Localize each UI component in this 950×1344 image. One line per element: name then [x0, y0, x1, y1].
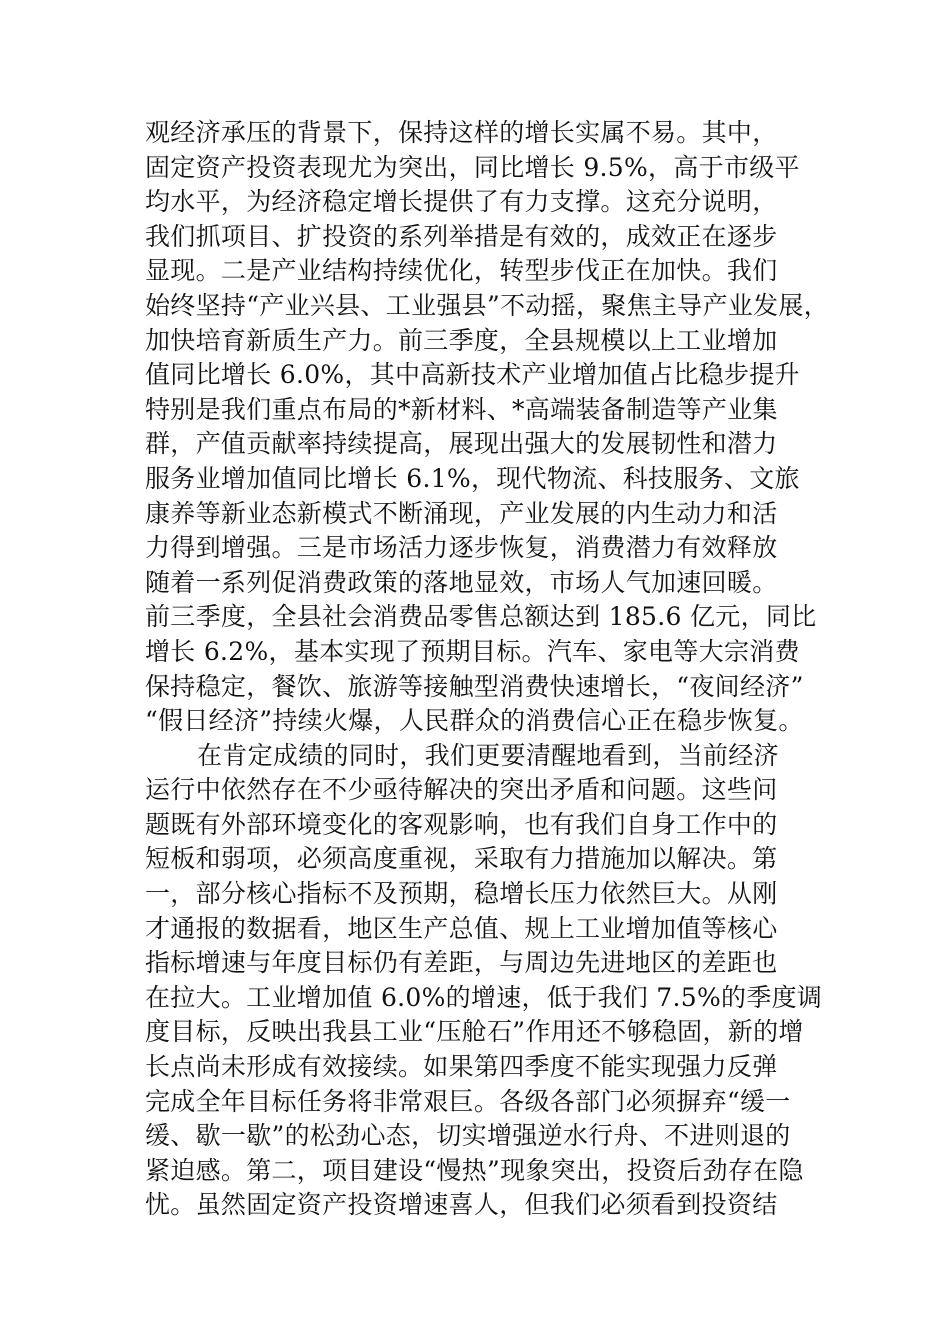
text-line: 运行中依然存在不少亟待解决的突出矛盾和问题。这些问	[145, 775, 778, 805]
text-line: 一，部分核心指标不及预期，稳增长压力依然巨大。从刚	[145, 879, 778, 909]
text-line: 长点尚未形成有效接续。如果第四季度不能实现强力反弹	[145, 1052, 778, 1082]
text-line: 题既有外部环境变化的客观影响，也有我们自身工作中的	[145, 809, 778, 839]
text-line: 才通报的数据看，地区生产总值、规上工业增加值等核心	[145, 913, 778, 943]
text-line: 前三季度，全县社会消费品零售总额达到 185.6 亿元，同比	[145, 602, 817, 632]
text-line: 随着一系列促消费政策的落地显效，市场人气加速回暖。	[145, 567, 778, 597]
body-text	[145, 116, 865, 1223]
text-line: 力得到增强。三是市场活力逐步恢复，消费潜力有效释放	[145, 533, 778, 563]
text-line: 增长 6.2%，基本实现了预期目标。汽车、家电等大宗消费	[145, 636, 800, 666]
text-line: 始终坚持“产业兴县、工业强县”不动摇，聚焦主导产业发展，	[145, 290, 829, 320]
paragraph-first-line: 在肯定成绩的同时，我们更要清醒地看到，当前经济	[197, 740, 779, 770]
text-line: 在拉大。工业增加值 6.0%的增速，低于我们 7.5%的季度调	[145, 982, 823, 1012]
text-line: 紧迫感。第二，项目建设“慢热”现象突出，投资后劲存在隐	[145, 1155, 804, 1185]
text-line: 保持稳定，餐饮、旅游等接触型消费快速增长，“夜间经济”	[145, 671, 804, 701]
text-line: 显现。二是产业结构持续优化，转型步伐正在加快。我们	[145, 256, 778, 286]
text-line: 度目标，反映出我县工业“压舱石”作用还不够稳固，新的增	[145, 1017, 804, 1047]
text-line: 缓、歇一歇”的松劲心态，切实增强逆水行舟、不进则退的	[145, 1121, 791, 1151]
text-line: 值同比增长 6.0%，其中高新技术产业增加值占比稳步提升	[145, 360, 800, 390]
text-line: 观经济承压的背景下，保持这样的增长实属不易。其中，	[145, 118, 778, 147]
text-line: 我们抓项目、扩投资的系列举措是有效的，成效正在逐步	[145, 221, 778, 251]
text-line: 均水平，为经济稳定增长提供了有力支撑。这充分说明，	[145, 187, 778, 217]
text-line: 康养等新业态新模式不断涌现，产业发展的内生动力和活	[145, 498, 778, 528]
text-line: 指标增速与年度目标仍有差距，与周边先进地区的差距也	[145, 948, 778, 978]
text-line: 忧。虽然固定资产投资增速喜人，但我们必须看到投资结	[145, 1190, 778, 1220]
text-line: 加快培育新质生产力。前三季度，全县规模以上工业增加	[145, 325, 778, 355]
text-line: “假日经济”持续火爆，人民群众的消费信心正在稳步恢复。	[145, 706, 804, 736]
text-line: 群，产值贡献率持续提高，展现出强大的发展韧性和潜力	[145, 429, 778, 459]
text-line: 服务业增加值同比增长 6.1%，现代物流、科技服务、文旅	[145, 463, 800, 493]
text-line: 完成全年目标任务将非常艰巨。各级各部门必须摒弃“缓一	[145, 1086, 791, 1116]
text-line: 固定资产投资表现尤为突出，同比增长 9.5%，高于市级平	[145, 152, 800, 182]
text-line: 特别是我们重点布局的*新材料、*高端装备制造等产业集	[145, 394, 778, 424]
text-line: 短板和弱项，必须高度重视，采取有力措施加以解决。第	[145, 844, 778, 874]
